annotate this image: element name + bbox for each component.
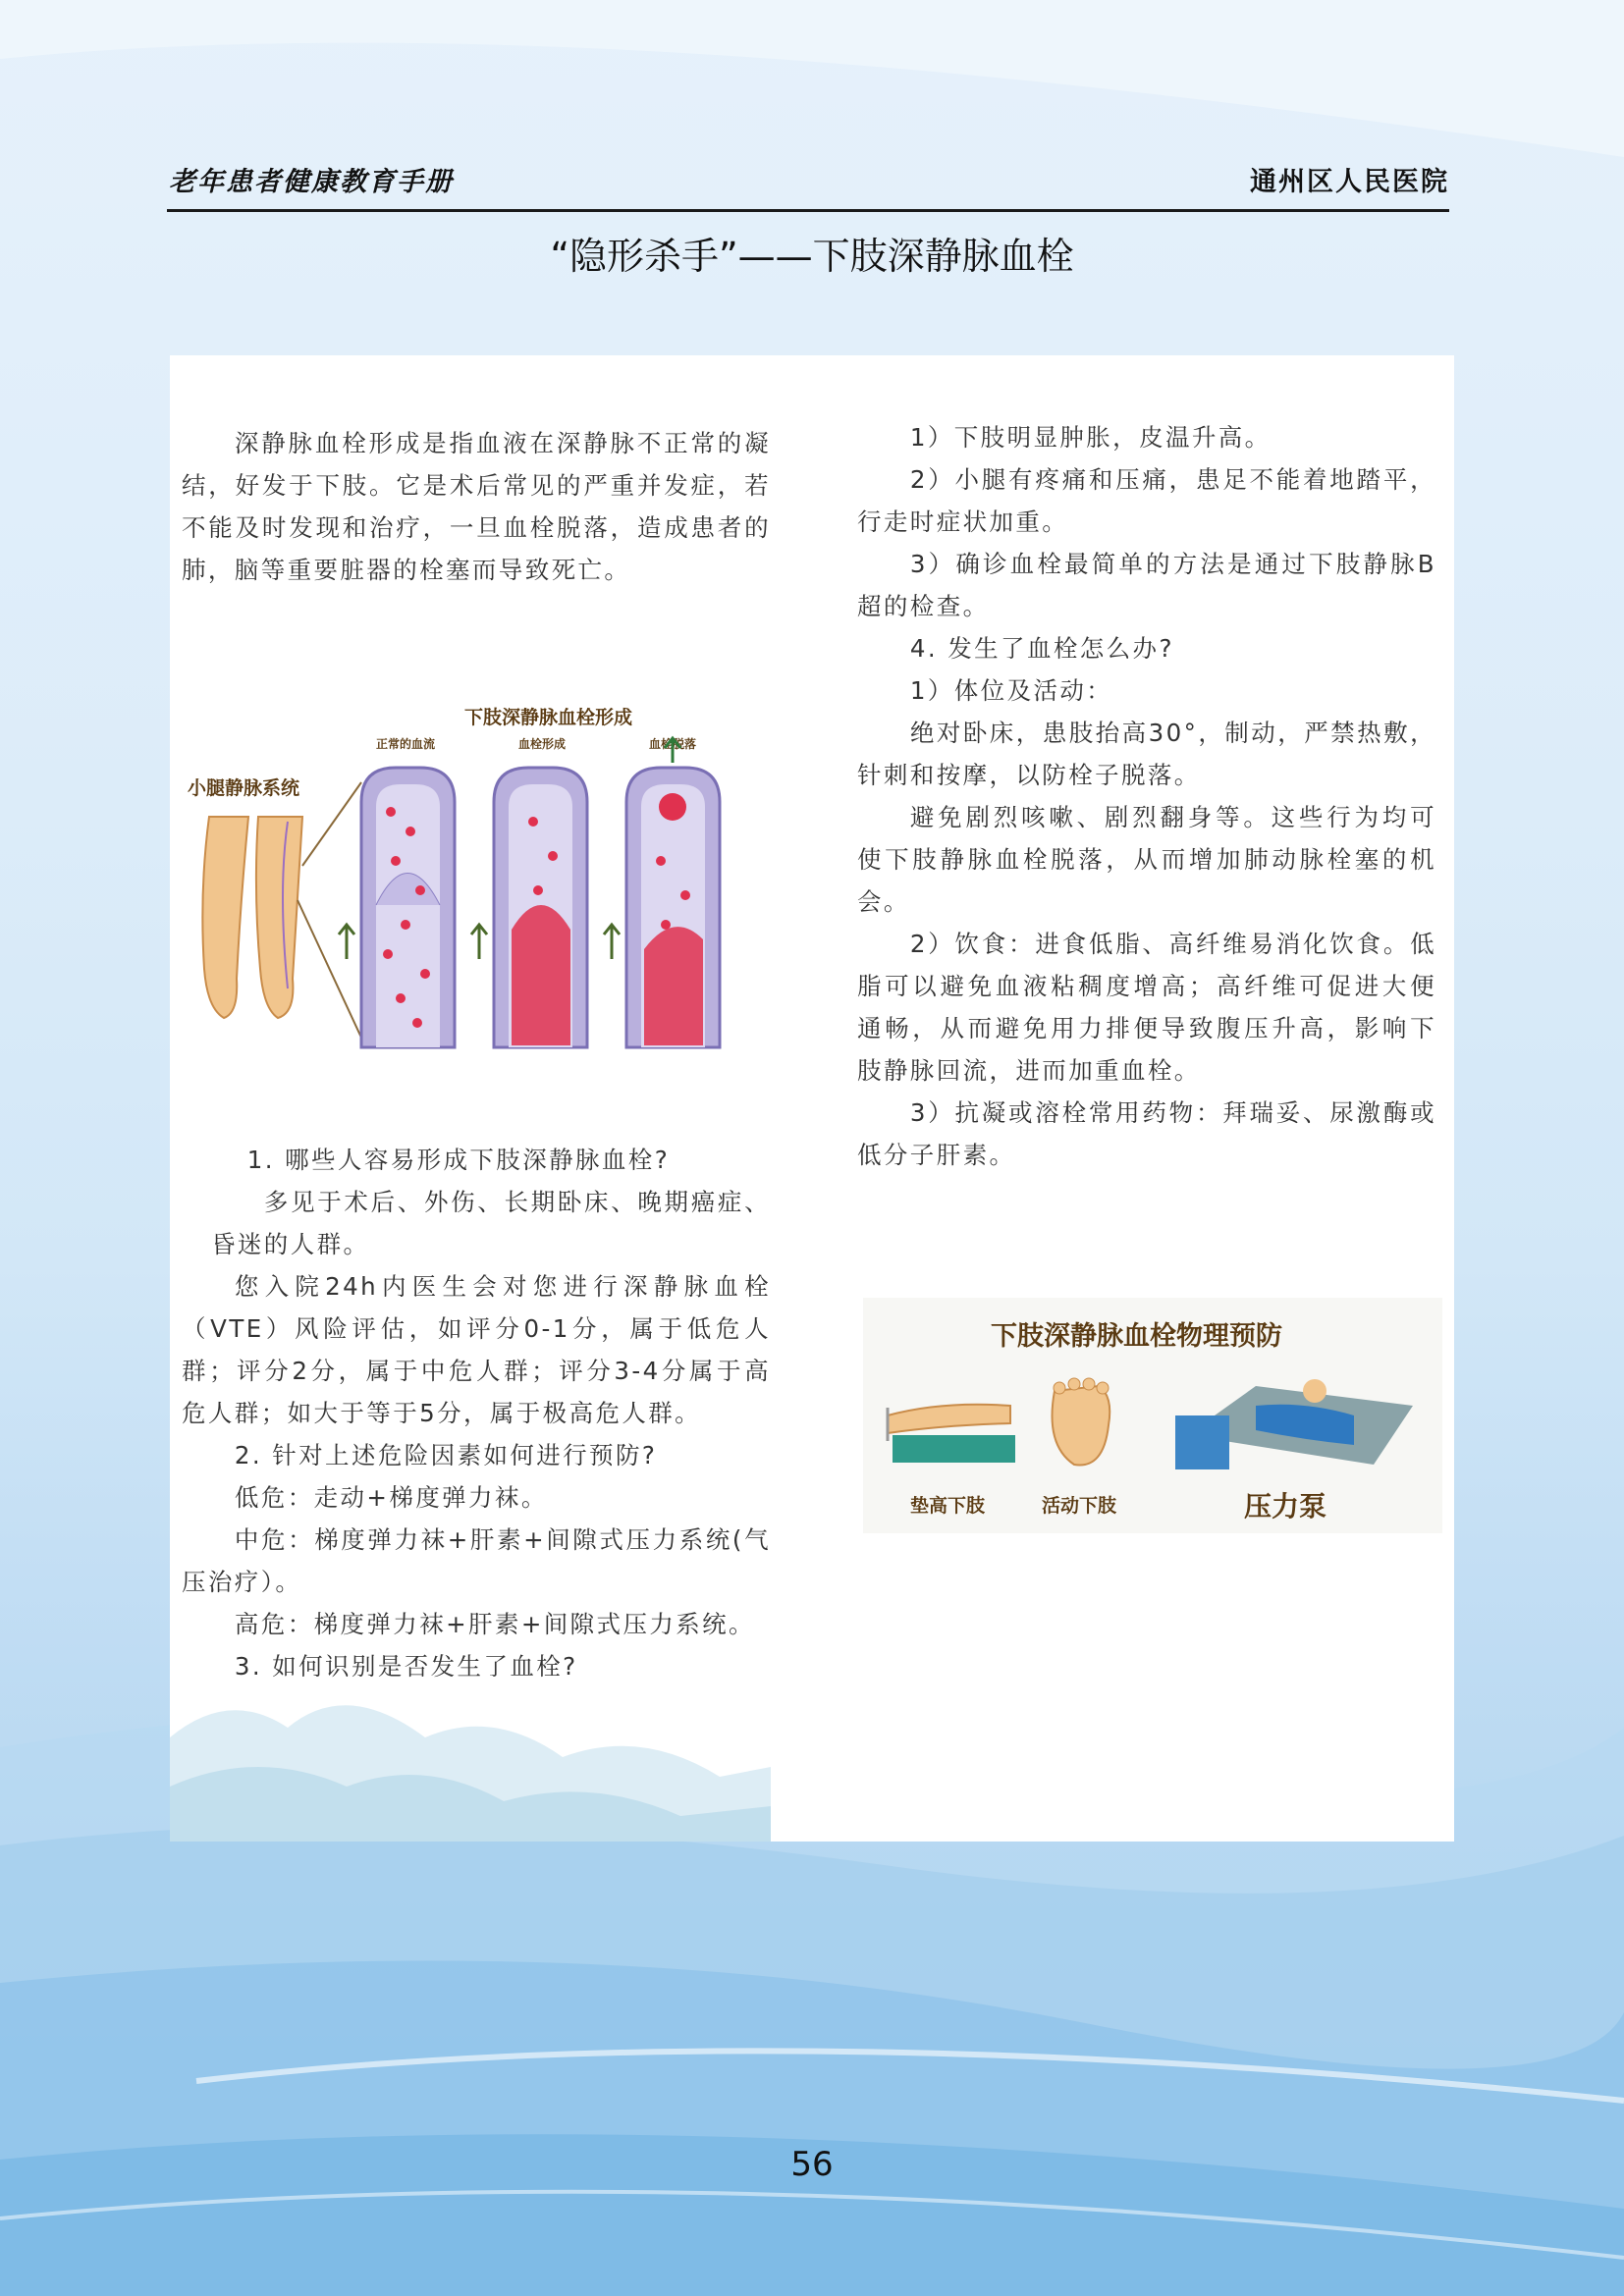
vessel-detach bbox=[626, 738, 720, 1047]
left-column bbox=[182, 422, 771, 591]
fig2-title: 下肢深静脉血栓物理预防 bbox=[991, 1321, 1282, 1352]
question-1-answer: 多见于术后、外伤、长期卧床、晚期癌症、昏迷的人群。 bbox=[211, 1188, 771, 1258]
symptom-1: 1）下肢明显肿胀，皮温升高。 bbox=[909, 423, 1272, 452]
fig1-label-formation: 血栓形成 bbox=[518, 737, 567, 751]
symptom-3: 3）确诊血栓最简单的方法是通过下肢静脉B超的检查。 bbox=[857, 550, 1436, 620]
fig1-label-normal: 正常的血流 bbox=[376, 737, 436, 751]
question-4: 4. 发生了血栓怎么办? bbox=[909, 634, 1174, 663]
high-risk-measure: 高危：梯度弹力袜+肝素+间隙式压力系统。 bbox=[234, 1610, 755, 1638]
right-column bbox=[857, 416, 1436, 1176]
move-leg-illustration bbox=[1053, 1378, 1110, 1466]
intro-paragraph: 深静脉血栓形成是指血液在深静脉不正常的凝结，好发于下肢。它是术后常见的严重并发症，若不能及时发现和治疗，一旦血栓脱落，造成患者的肺，脑等重要脏器的栓塞而导致死亡。 bbox=[182, 429, 771, 584]
left-column-lower bbox=[182, 1139, 771, 1687]
fig1-label-detach: 血栓脱落 bbox=[649, 737, 697, 751]
fig2-label-move: 活动下肢 bbox=[1042, 1495, 1117, 1517]
risk-assessment-paragraph: 您入院24h内医生会对您进行深静脉血栓（VTE）风险评估，如评分0-1分，属于低危人群；评分2分，属于中危人群；评分3-4分属于高危人群；如大于等于5分，属于极高危人群。 bbox=[182, 1272, 771, 1427]
fig2-label-elevate: 垫高下肢 bbox=[910, 1495, 986, 1517]
question-2: 2. 针对上述危险因素如何进行预防? bbox=[234, 1441, 658, 1469]
response-1: 1）体位及活动： bbox=[909, 676, 1113, 705]
vessel-normal bbox=[361, 768, 455, 1047]
fig1-side-label: 小腿静脉系统 bbox=[188, 777, 300, 799]
content-panel bbox=[170, 355, 1454, 1842]
response-3-drugs: 3）抗凝或溶栓常用药物：拜瑞妥、尿激酶或低分子肝素。 bbox=[857, 1098, 1436, 1169]
page-title: “隐形杀手”——下肢深静脉血栓 bbox=[550, 235, 1074, 278]
vessel-thrombus bbox=[494, 768, 587, 1047]
legs-illustration bbox=[202, 782, 361, 1038]
low-risk-measure: 低危：走动+梯度弹力袜。 bbox=[234, 1483, 548, 1512]
response-1-caution: 避免剧烈咳嗽、剧烈翻身等。这些行为均可使下肢静脉血栓脱落，从而增加肺动脉栓塞的机会。 bbox=[857, 803, 1436, 916]
mid-risk-measure: 中危：梯度弹力袜+肝素+间隙式压力系统(气压治疗）。 bbox=[182, 1525, 771, 1596]
symptom-2: 2）小腿有疼痛和压痛，患足不能着地踏平，行走时症状加重。 bbox=[857, 465, 1436, 536]
header-divider bbox=[167, 209, 1449, 212]
response-2-diet: 2）饮食：进食低脂、高纤维易消化饮食。低脂可以避免血液粘稠度增高；高纤维可促进大便通畅，从而避免用力排便导致腹压升高，影响下肢静脉回流，进而加重血栓。 bbox=[857, 930, 1436, 1085]
page-number: 56 bbox=[790, 2145, 834, 2184]
dvt-formation-figure bbox=[180, 694, 773, 1059]
physical-prevention-figure bbox=[863, 1298, 1442, 1533]
fig2-label-pump: 压力泵 bbox=[1244, 1490, 1327, 1522]
fig1-title: 下肢深静脉血栓形成 bbox=[464, 707, 633, 728]
hospital-name: 通州区人民医院 bbox=[1250, 167, 1449, 197]
question-3: 3. 如何识别是否发生了血栓? bbox=[234, 1652, 578, 1681]
handbook-title: 老年患者健康教育手册 bbox=[169, 167, 454, 197]
question-1: 1. 哪些人容易形成下肢深静脉血栓? bbox=[246, 1146, 671, 1174]
response-1-detail: 绝对卧床，患肢抬高30°，制动，严禁热敷，针刺和按摩，以防栓子脱落。 bbox=[857, 719, 1436, 789]
